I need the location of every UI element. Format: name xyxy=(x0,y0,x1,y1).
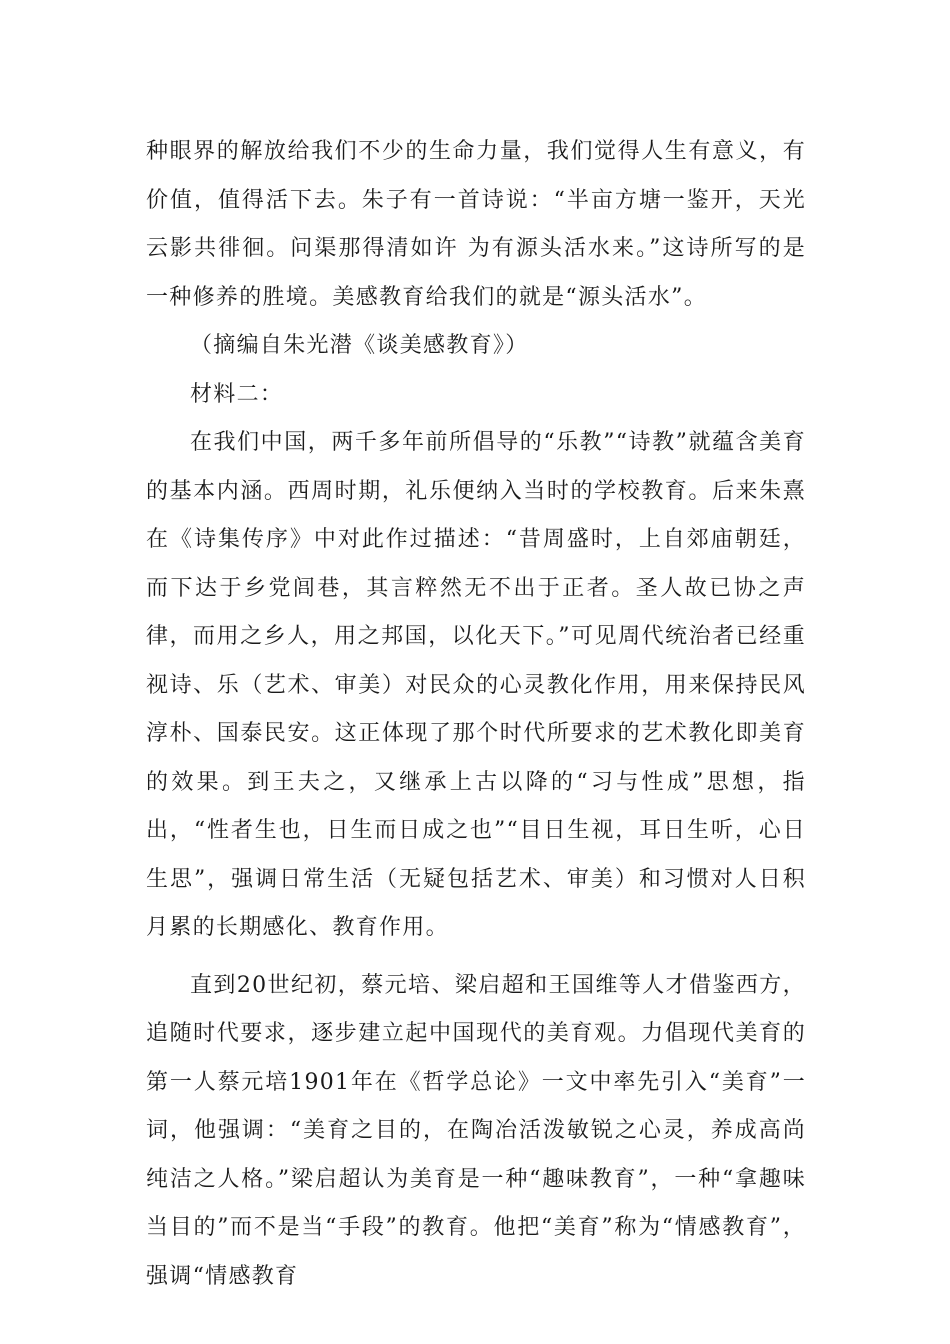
body-text xyxy=(146,128,806,1301)
paragraph-continuation: 种眼界的解放给我们不少的生命力量，我们觉得人生有意义，有价值，值得活下去。朱子有一首诗说：“半亩方塘一鉴开，天光云影共徘徊。问渠那得清如许 为有源头活水来。”这诗所写的是一种修养的胜境。美感教育给我们的就是“源头活水”。 xyxy=(146,139,806,310)
paragraph-history: 在我们中国，两千多年前所倡导的“乐教”“诗教”就蕴含美育的基本内涵。西周时期，礼乐便纳入当时的学校教育。后来朱熹在《诗集传序》中对此作过描述：“昔周盛时，上自郊庙朝廷，而下达于乡党闾巷，其言粹然无不出于正者。圣人故已协之声律，而用之乡人，用之邦国，以化天下。”可见周代统治者已经重视诗、乐（艺术、审美）对民众的心灵教化作用，用来保持民风淳朴、国泰民安。这正体现了那个时代所要求的艺术教化即美育的效果。到王夫之，又继承上古以降的“习与性成”思想，指出，“性者生也，日生而日成之也”“目日生视，耳日生听，心日生思”，强调日常生活（无疑包括艺术、审美）和习惯对人日积月累的长期感化、教育作用。 xyxy=(146,430,806,940)
paragraph-modern: 直到20世纪初，蔡元培、梁启超和王国维等人才借鉴西方，追随时代要求，逐步建立起中国现代的美育观。力倡现代美育的第一人蔡元培1901年在《哲学总论》一文中率先引入“美育”一词，他强调：“美育之目的，在陶冶活泼敏锐之心灵，养成高尚纯洁之人格。”梁启超认为美育是一种“趣味教育”，一种“拿趣味当目的”而不是当“手段”的教育。他把“美育”称为“情感教育”，强调“情感教育 xyxy=(146,972,806,1289)
source-citation: （摘编自朱光潜《谈美感教育》） xyxy=(190,333,529,358)
section-heading: 材料二： xyxy=(190,381,284,407)
